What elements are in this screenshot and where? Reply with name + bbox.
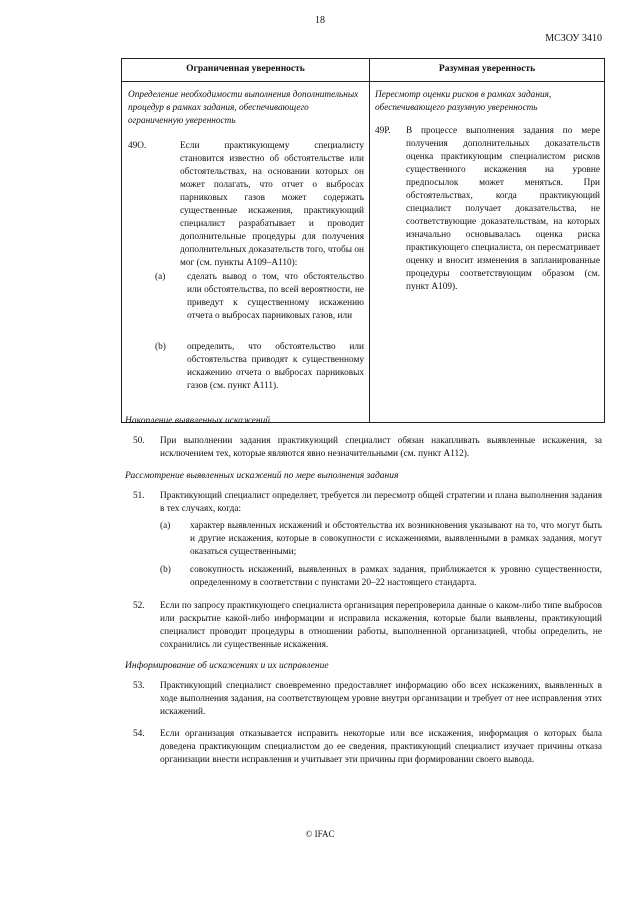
paragraph-51-number: 51. — [133, 491, 145, 501]
left-paragraph-number: 49O. — [128, 141, 147, 151]
column-header-limited-assurance: Ограниченная уверенность — [186, 64, 305, 74]
left-subheading: Определение необходимости выполнения дополнительных процедур в рамках задания, обеспечивающего ограниченную уверенность — [128, 90, 359, 126]
paragraph-51-item-a-label: (a) — [160, 521, 171, 531]
paragraph-51-item-a-text: характер выявленных искажений и обстоятельства их возникновения указывают на то, что могут быть и другие искажения, которые в совокупности с искажениями, выявленными в рамках задания, могут оказаться существенными; — [190, 521, 602, 557]
left-item-b-label: (b) — [155, 342, 166, 352]
document-code: МСЗОУ 3410 — [545, 33, 602, 44]
left-item-a-label: (a) — [155, 272, 166, 282]
paragraph-51-item-b-label: (b) — [160, 565, 171, 575]
section-heading-consideration: Рассмотрение выявленных искажений по мере выполнения задания — [125, 471, 399, 481]
column-header-reasonable-assurance: Разумная уверенность — [438, 64, 536, 74]
footer-copyright: © IFAC — [305, 829, 335, 839]
paragraph-50-number: 50. — [133, 436, 145, 446]
right-paragraph-number: 49P. — [375, 126, 391, 136]
page-number: 18 — [315, 15, 325, 26]
assurance-comparison-table — [121, 58, 605, 423]
table-column-divider — [369, 59, 370, 422]
paragraph-52-number: 52. — [133, 601, 145, 611]
paragraph-53-number: 53. — [133, 681, 145, 691]
section-heading-communication: Информирование об искажениях и их исправление — [125, 661, 329, 671]
left-paragraph-text: Если практикующему специалисту становится известно об обстоятельстве или обстоятельствах, на основании которых он может полагать, что отчет о выбросах парниковых газов может содержать существенные искажения, практикующий специалист разрабатывает и проводит дополнительные процедуры для получения дополнительных доказательств того, чтобы он мог (см. пункты A109–A110): — [180, 141, 364, 268]
left-item-b-text: определить, что обстоятельство или обстоятельства приводят к существенному искажению отчета о выбросах парниковых газов (см. пункт A111). — [187, 342, 364, 391]
paragraph-54-number: 54. — [133, 729, 145, 739]
paragraph-51-item-b-text: совокупность искажений, выявленных в рамках задания, приближается к уровню существенности, определенному в соответствии с пунктами 20–22 настоящего стандарта. — [190, 565, 602, 588]
paragraph-53-text: Практикующий специалист своевременно предоставляет информацию обо всех искажениях, выявленных в ходе выполнения задания, на соответствующем уровне внутри организации и требует от нее исправления этих искажений. — [160, 681, 602, 717]
right-paragraph-text: В процессе выполнения задания по мере получения дополнительных доказательств оценка практикующим специалистом рисков существенного искажения на уровне предпосылок может меняться. При обстоятельствах, когда практикующий специалист получает доказательства, не соответствующие доказательствам, на которых изначально основывалась оценка риска практикующего специалиста, он пересматривает оценку и вносит изменения в запланированные процедуры соответствующим образом (см. пункт A109). — [406, 126, 600, 292]
paragraph-51-text: Практикующий специалист определяет, требуется ли пересмотр общей стратегии и плана выполнения задания в тех случаях, когда: — [160, 491, 602, 514]
right-subheading: Пересмотр оценки рисков в рамках задания, обеспечивающего разумную уверенность — [375, 90, 552, 113]
paragraph-52-text: Если по запросу практикующего специалиста организация перепроверила данные о каком-либо типе выбросов или раскрытие какой-либо информации и исправила искажения, которые были выявлены, практикующий специалист проводит процедуры в отношении работы, выполненной организацией, чтобы определить, не сохранились ли существенные искажения. — [160, 601, 602, 650]
paragraph-54-text: Если организация отказывается исправить некоторые или все искажения, информация о которых была доведена практикующим специалистом до ее сведения, практикующий специалист изучает причины отказа организации внести исправления и учитывает эти причины при формировании своего вывода. — [160, 729, 602, 765]
section-heading-accumulation: Накопление выявленных искажений — [125, 416, 271, 426]
left-item-a-text: сделать вывод о том, что обстоятельство или обстоятельства, по всей вероятности, не приведут к существенному искажению отчета о выбросах парниковых газов, или — [187, 272, 364, 321]
paragraph-50-text: При выполнении задания практикующий специалист обязан накапливать выявленные искажения, за исключением тех, которые являются явно незначительными (см. пункт A112). — [160, 436, 602, 459]
table-header-divider — [122, 81, 604, 82]
